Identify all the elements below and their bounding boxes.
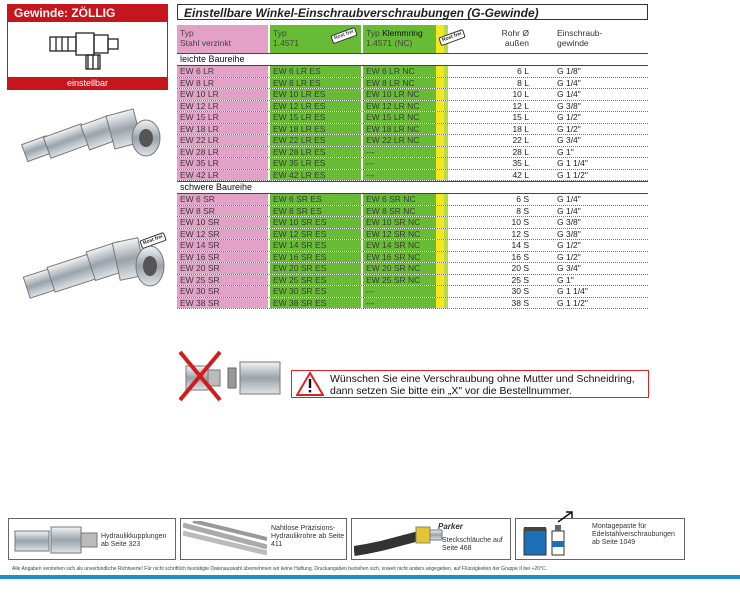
cell-steel: EW 25 SR [177,275,268,286]
header-gewinde: Einschraub- gewinde [557,28,603,48]
cell-stainless: EW 18 LR ES [270,124,361,135]
cell-stainless: EW 10 SR ES [270,217,361,228]
yellow-stripe [436,263,444,274]
cell-steel: EW 8 LR [177,78,268,89]
yellow-stripe [436,275,444,286]
arrow-icon [556,510,576,524]
cell-stainless: EW 8 SR ES [270,206,361,217]
cell-gewinde: G 1/4" [557,89,581,99]
cell-rohr: 42 L [512,169,529,180]
cell-steel: EW 12 LR [177,101,268,112]
table-row[interactable] [177,263,648,275]
cell-nc: EW 18 LR NC [363,124,436,135]
yellow-stripe [436,78,444,89]
bottom-bar [0,575,740,579]
cell-stainless: EW 10 LR ES [270,89,361,100]
green-stripe [444,275,448,286]
header-rohr: Rohr Ø außen [501,28,529,48]
cell-rohr: 10 L [512,89,529,99]
cell-steel: EW 42 LR [177,170,268,181]
yellow-stripe [436,206,444,217]
green-stripe [444,112,448,123]
cell-rohr: 8 L [517,77,529,88]
cell-rohr: 6 S [516,194,529,204]
cell-steel: EW 20 SR [177,263,268,274]
cell-gewinde: G 1 1/2" [557,297,588,308]
table-row[interactable] [177,286,648,298]
cell-nc: EW 8 LR NC [363,78,436,89]
yellow-stripe [436,217,444,228]
cell-rohr: 30 S [511,286,529,296]
crossed-out-nut-image [176,348,288,404]
cell-nc: --- [363,298,436,309]
table-row[interactable] [177,170,648,182]
cell-steel: EW 6 LR [177,66,268,77]
green-stripe [444,217,448,228]
green-stripe [444,89,448,100]
coupling-image [13,523,99,557]
yellow-stripe [436,158,444,169]
cell-rohr: 16 S [511,251,529,262]
green-stripe [444,194,448,205]
badge-title: Gewinde: ZÖLLIG [8,5,167,22]
yellow-stripe [436,89,444,100]
cell-stainless: EW 6 SR ES [270,194,361,205]
cell-stainless: EW 20 SR ES [270,263,361,274]
cell-steel: EW 14 SR [177,240,268,251]
cell-stainless: EW 6 LR ES [270,66,361,77]
cell-stainless: EW 12 LR ES [270,101,361,112]
cell-steel: EW 22 LR [177,135,268,146]
page-title: Einstellbare Winkel-Einschraubverschraubungen (G-Gewinde) [177,4,648,20]
footer-box-tubes[interactable]: Nahtlose Präzisions-Hydraulikrohre ab Seite 411 [180,518,347,560]
hose-image [354,521,444,557]
cell-nc: --- [363,170,436,181]
green-stripe [444,135,448,146]
table-row[interactable] [177,217,648,229]
green-stripe [444,263,448,274]
yellow-stripe [436,135,444,146]
green-stripe [444,298,448,309]
yellow-stripe [436,252,444,263]
warning-icon [296,372,324,396]
cell-gewinde: G 1/8" [557,66,581,76]
table-row[interactable] [177,206,648,218]
green-stripe [444,158,448,169]
rostfrei-stamp: Rost frei [140,228,166,246]
cell-stainless: EW 12 SR ES [270,229,361,240]
header-steel: Typ Stahl verzinkt [177,25,268,53]
cell-gewinde: G 1/4" [557,194,581,204]
green-stripe [444,229,448,240]
cell-steel: EW 35 LR [177,158,268,169]
cell-rohr: 35 L [512,158,529,168]
yellow-stripe [436,124,444,135]
cell-nc: EW 20 SR NC [363,263,436,274]
footer-box-paste[interactable]: Montagepaste für Edelstahlverschraubungen ab Seite 1049 [515,518,685,560]
cell-rohr: 20 S [511,263,529,273]
green-stripe [444,206,448,217]
rostfrei-stamp-nc: Rost frei [439,30,465,42]
cell-steel: EW 18 LR [177,124,268,135]
cell-rohr: 12 L [512,100,529,111]
cell-stainless: EW 22 LR ES [270,135,361,146]
yellow-stripe [436,170,444,181]
cell-stainless: EW 15 LR ES [270,112,361,123]
cell-rohr: 28 L [512,146,529,157]
header-nc: Typ Klemmring 1.4571 (NC) [363,25,436,53]
green-stripe [444,170,448,181]
cell-nc: EW 8 SR NC [363,206,436,217]
cell-nc: EW 10 LR NC [363,89,436,100]
cell-rohr: 18 L [512,123,529,134]
cell-gewinde: G 1/2" [557,112,581,122]
parker-logo: Parker [438,522,463,531]
cell-rohr: 25 S [511,274,529,285]
cell-nc: --- [363,286,436,297]
cell-gewinde: G 1 1/4" [557,158,588,168]
cell-rohr: 22 L [512,135,529,145]
yellow-stripe [436,240,444,251]
table-row[interactable] [177,194,648,206]
cell-rohr: 10 S [511,217,529,227]
cell-rohr: 38 S [511,297,529,308]
yellow-stripe [436,101,444,112]
table-row[interactable] [177,124,648,136]
yellow-stripe [436,194,444,205]
green-stripe [444,252,448,263]
yellow-stripe [436,112,444,123]
cell-steel: EW 16 SR [177,252,268,263]
green-stripe [444,66,448,77]
rostfrei-stamp-small: Rost frei [330,27,358,44]
cell-nc: EW 12 SR NC [363,229,436,240]
cell-steel: EW 38 SR [177,298,268,309]
table-row[interactable] [177,229,648,241]
cell-rohr: 15 L [512,112,529,122]
cell-gewinde: G 1/4" [557,77,581,88]
table-row[interactable] [177,158,648,170]
light-fitting-image [18,102,164,168]
cell-steel: EW 15 LR [177,112,268,123]
cell-stainless: EW 8 LR ES [270,78,361,89]
section-title: leichte Baureihe [177,53,648,66]
green-stripe [444,240,448,251]
cell-gewinde: G 3/4" [557,263,581,273]
cell-nc: EW 6 SR NC [363,194,436,205]
cell-gewinde: G 3/8" [557,217,581,227]
paste-can-image [518,521,584,557]
table-row[interactable] [177,89,648,101]
cell-nc: EW 10 SR NC [363,217,436,228]
cell-gewinde: G 3/8" [557,100,581,111]
cell-stainless: EW 16 SR ES [270,252,361,263]
table-body [177,53,648,309]
cell-gewinde: G 1" [557,146,574,157]
green-stripe [444,286,448,297]
cell-rohr: 6 L [517,66,529,76]
cell-gewinde: G 3/4" [557,135,581,145]
table-row[interactable] [177,240,648,252]
cell-stainless: EW 35 LR ES [270,158,361,169]
cell-steel: EW 28 LR [177,147,268,158]
fitting-sketch-icon [46,25,126,73]
table-row[interactable] [177,298,648,310]
footer-box-couplings[interactable]: Hydraulikkupplungen ab Seite 323 [8,518,176,560]
green-stripe [444,78,448,89]
cell-steel: EW 10 LR [177,89,268,100]
cell-stainless: EW 38 SR ES [270,298,361,309]
table-row[interactable] [177,147,648,159]
cell-steel: EW 10 SR [177,217,268,228]
yellow-stripe [436,286,444,297]
cell-gewinde: G 1/2" [557,240,581,250]
cell-steel: EW 12 SR [177,229,268,240]
cell-nc: --- [363,147,436,158]
cell-nc: EW 14 SR NC [363,240,436,251]
cell-steel: EW 6 SR [177,194,268,205]
cell-stainless: EW 25 SR ES [270,275,361,286]
footer-box-hoses[interactable]: Parker Steckschläuche auf Seite 468 [351,518,511,560]
table-row[interactable] [177,252,648,264]
table-row[interactable] [177,275,648,287]
green-stripe [444,101,448,112]
cell-nc: EW 6 LR NC [363,66,436,77]
cell-rohr: 14 S [511,240,529,250]
cell-steel: EW 30 SR [177,286,268,297]
cell-stainless: EW 42 LR ES [270,170,361,181]
cell-rohr: 12 S [511,228,529,239]
table-row[interactable] [177,78,648,90]
green-stripe [444,124,448,135]
cell-steel: EW 8 SR [177,206,268,217]
cell-nc: EW 16 SR NC [363,252,436,263]
cell-nc: --- [363,158,436,169]
table-row[interactable] [177,135,648,147]
cell-nc: EW 12 LR NC [363,101,436,112]
badge-footer: einstellbar [8,77,167,89]
cell-gewinde: G 1 1/2" [557,169,588,180]
green-stripe [444,147,448,158]
table-row[interactable] [177,101,648,113]
table-row[interactable] [177,66,648,78]
cell-gewinde: G 1 1/4" [557,286,588,296]
cell-nc: EW 25 SR NC [363,275,436,286]
cell-stainless: EW 14 SR ES [270,240,361,251]
cell-nc: EW 15 LR NC [363,112,436,123]
table-row[interactable] [177,112,648,124]
cell-gewinde: G 1/2" [557,251,581,262]
cell-stainless: EW 28 LR ES [270,147,361,158]
header-stainless: Typ 1.4571 Rost frei [270,25,361,53]
cell-nc: EW 22 LR NC [363,135,436,146]
cell-gewinde: G 3/8" [557,228,581,239]
tubes-image [183,521,267,557]
disclaimer: Alle Angaben verstehen sich als unverbindliche Richtwerte! Für nicht schriftlich bestätigte Datenauswahl übernehmen wir keine Haftung. Druckangaben beziehen sich, soweit nicht anders angegeben, auf Flüssigkeiten der Gruppe II bei +20°C. [12,566,547,572]
cell-gewinde: G 1" [557,274,574,285]
product-table [177,25,648,309]
cell-rohr: 8 S [516,205,529,216]
yellow-stripe [436,147,444,158]
warning-text: Wünschen Sie eine Verschraubung ohne Mutter und Schneidring, dann setzen Sie bitte ein „X" vor die Bestellnummer. [330,373,635,397]
yellow-stripe [436,298,444,309]
thread-badge [7,4,168,90]
yellow-stripe [436,229,444,240]
table-header [177,25,648,53]
section-title: schwere Baureihe [177,181,648,194]
yellow-stripe [436,66,444,77]
cell-gewinde: G 1/2" [557,123,581,134]
cell-stainless: EW 30 SR ES [270,286,361,297]
cell-gewinde: G 1/4" [557,205,581,216]
